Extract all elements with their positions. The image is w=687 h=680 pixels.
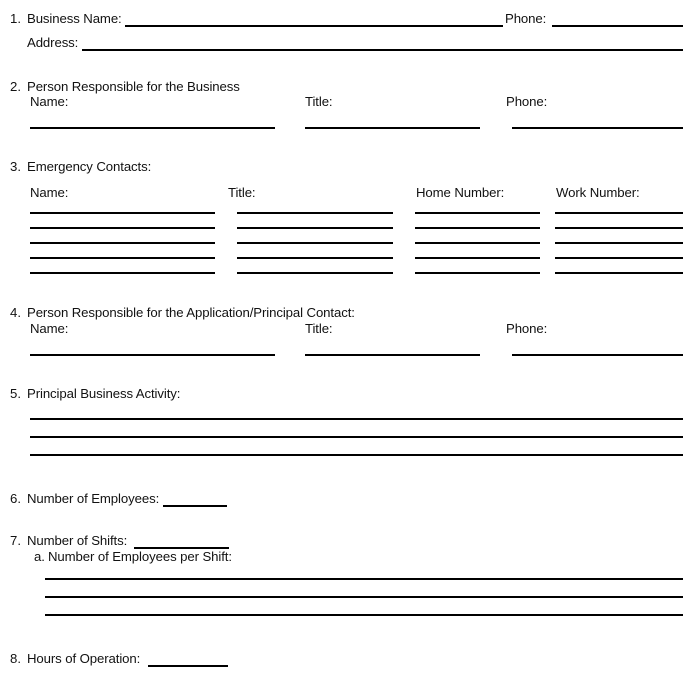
section-8-number: 8. xyxy=(10,651,21,666)
table-row[interactable] xyxy=(415,227,540,229)
table-row[interactable] xyxy=(415,257,540,259)
table-row[interactable] xyxy=(30,272,215,274)
table-row[interactable] xyxy=(237,272,393,274)
table-row[interactable] xyxy=(30,212,215,214)
section-5-line-3[interactable] xyxy=(30,454,683,456)
number-of-employees-input[interactable] xyxy=(163,505,227,507)
section-1-label-address: Address: xyxy=(27,35,79,50)
section-3-column-header-home-number: Home Number: xyxy=(416,185,505,200)
section-7-title: Number of Shifts: xyxy=(27,533,128,548)
section-4-name-input[interactable] xyxy=(30,354,275,356)
section-6-title: Number of Employees: xyxy=(27,491,160,506)
table-row[interactable] xyxy=(237,257,393,259)
section-5-number: 5. xyxy=(10,386,21,401)
section-2-phone-input[interactable] xyxy=(512,127,683,129)
section-7a-title: Number of Employees per Shift: xyxy=(48,549,232,564)
business-name-input[interactable] xyxy=(125,25,503,27)
business-address-input[interactable] xyxy=(82,49,683,51)
section-7a-line-2[interactable] xyxy=(45,596,683,598)
section-2-number: 2. xyxy=(10,79,21,94)
section-3-number: 3. xyxy=(10,159,21,174)
table-row[interactable] xyxy=(555,257,683,259)
section-8-title: Hours of Operation: xyxy=(27,651,141,666)
hours-of-operation-input[interactable] xyxy=(148,665,228,667)
section-1-label-business-name: Business Name: xyxy=(27,11,122,26)
table-row[interactable] xyxy=(555,272,683,274)
section-5-line-2[interactable] xyxy=(30,436,683,438)
table-row[interactable] xyxy=(237,227,393,229)
section-2-name-input[interactable] xyxy=(30,127,275,129)
section-1-label-phone: Phone: xyxy=(505,11,547,26)
section-4-phone-input[interactable] xyxy=(512,354,683,356)
section-7a-line-3[interactable] xyxy=(45,614,683,616)
section-2-title: Person Responsible for the Business xyxy=(27,79,240,94)
section-3-title: Emergency Contacts: xyxy=(27,159,152,174)
section-1-number: 1. xyxy=(10,11,21,26)
table-row[interactable] xyxy=(415,212,540,214)
section-4-number: 4. xyxy=(10,305,21,320)
section-6-number: 6. xyxy=(10,491,21,506)
table-row[interactable] xyxy=(30,257,215,259)
section-4-title: Person Responsible for the Application/Principal Contact: xyxy=(27,305,355,320)
section-5-title: Principal Business Activity: xyxy=(27,386,181,401)
table-row[interactable] xyxy=(30,242,215,244)
section-7a-line-1[interactable] xyxy=(45,578,683,580)
section-2-title-input[interactable] xyxy=(305,127,480,129)
section-2-label-name: Name: xyxy=(30,94,69,109)
section-5-line-1[interactable] xyxy=(30,418,683,420)
section-4-title-input[interactable] xyxy=(305,354,480,356)
table-row[interactable] xyxy=(415,272,540,274)
section-3-column-header-work-number: Work Number: xyxy=(556,185,640,200)
section-4-label-phone: Phone: xyxy=(506,321,548,336)
table-row[interactable] xyxy=(237,242,393,244)
section-4-label-name: Name: xyxy=(30,321,69,336)
table-row[interactable] xyxy=(555,212,683,214)
table-row[interactable] xyxy=(30,227,215,229)
section-7-number: 7. xyxy=(10,533,21,548)
business-phone-input[interactable] xyxy=(552,25,683,27)
table-row[interactable] xyxy=(555,242,683,244)
table-row[interactable] xyxy=(555,227,683,229)
table-row[interactable] xyxy=(237,212,393,214)
section-2-label-title: Title: xyxy=(305,94,333,109)
section-4-label-title: Title: xyxy=(305,321,333,336)
section-7a-number: a. xyxy=(34,549,45,564)
section-3-column-header-name: Name: xyxy=(30,185,69,200)
table-row[interactable] xyxy=(415,242,540,244)
section-2-label-phone: Phone: xyxy=(506,94,548,109)
section-3-column-header-title: Title: xyxy=(228,185,256,200)
